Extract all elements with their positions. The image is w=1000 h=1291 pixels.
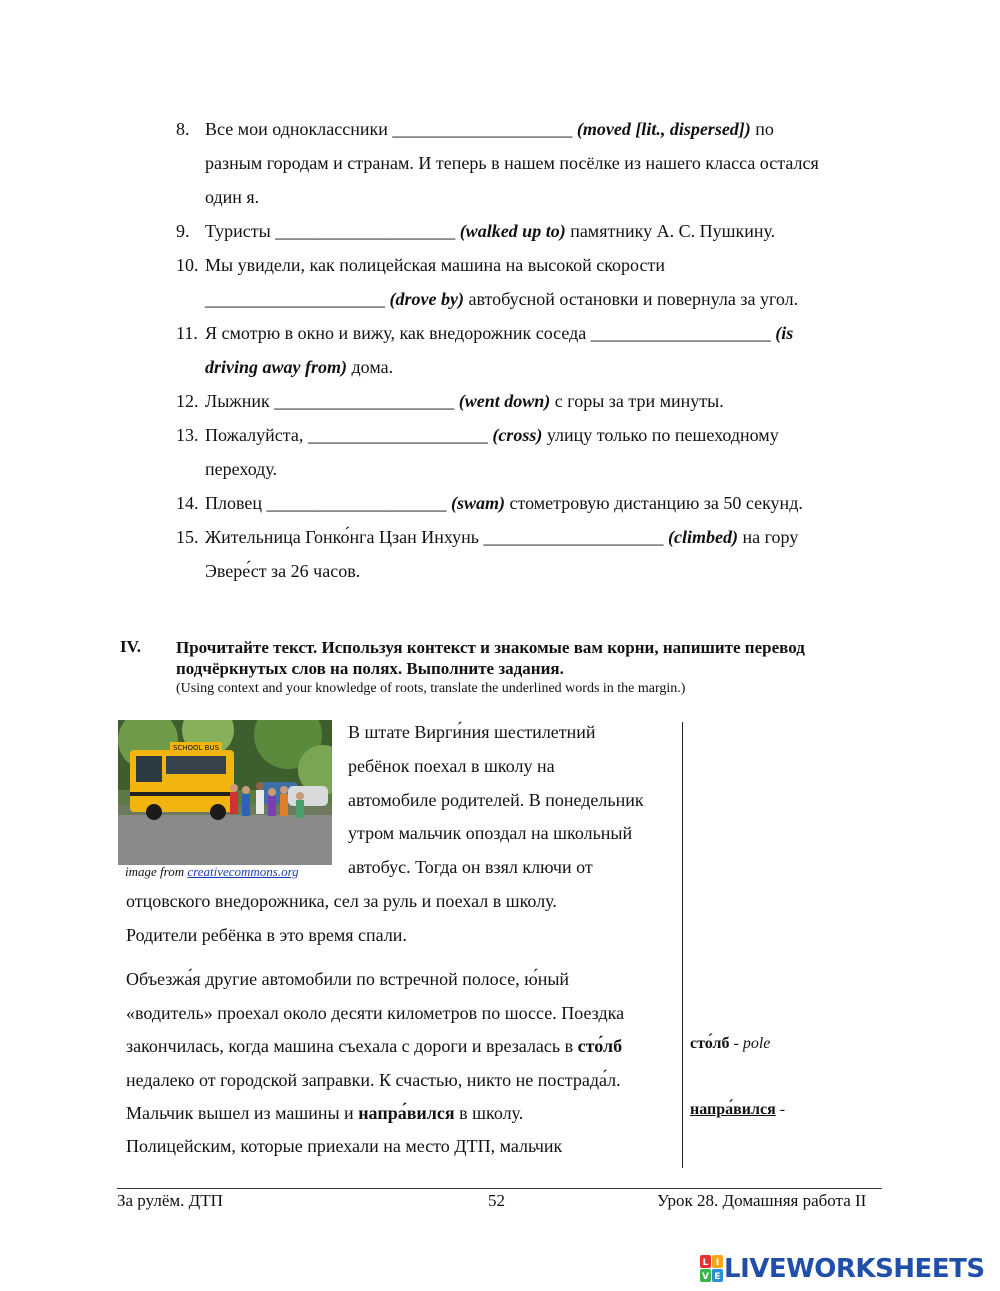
svg-text:E: E — [714, 1272, 721, 1282]
target-word: сто́лб — [577, 1036, 623, 1056]
svg-text:I: I — [715, 1258, 720, 1268]
story-line — [126, 1096, 523, 1130]
exercise-text-after: дома. — [347, 357, 394, 377]
exercise-number: 8. — [176, 119, 190, 139]
exercise-number: 12. — [176, 391, 199, 411]
verb-cue: (swam) — [446, 493, 505, 513]
exercise-13 — [176, 418, 876, 452]
exercise-number: 15. — [176, 527, 199, 547]
exercise-text: Туристы — [205, 221, 276, 241]
exercise-8-cont-1: разным городам и странам. И теперь в нашем посёлке из нашего класса остался — [205, 153, 819, 173]
exercise-10 — [176, 248, 876, 282]
margin-word: напра́вился — [690, 1101, 776, 1118]
margin-note-1 — [690, 1035, 770, 1053]
exercise-8-cont-2: один я. — [205, 187, 260, 207]
margin-divider — [682, 722, 683, 1168]
exercise-text: Лыжник — [205, 391, 275, 411]
margin-note-2 — [690, 1101, 785, 1119]
answer-blank[interactable]: ____________________ — [275, 221, 456, 241]
story-line — [126, 1029, 622, 1063]
bus-sign-text: SCHOOL BUS — [172, 744, 220, 752]
answer-blank[interactable]: ____________________ — [590, 323, 771, 343]
exercise-12 — [176, 384, 876, 418]
margin-word: сто́лб — [690, 1035, 730, 1052]
story-text: Мальчик вышел из машины и — [126, 1103, 359, 1123]
footer-left: За рулём. ДТП — [117, 1191, 223, 1210]
story-line: Объезжа́я другие автомобили по встречной полосе, ю́ный — [126, 969, 570, 989]
exercise-number: 11. — [176, 323, 198, 343]
exercise-text: Жительница Гонко́нга Цзан Инхунь — [205, 527, 484, 547]
margin-definition: - — [775, 1101, 786, 1118]
translation-input[interactable] — [800, 1101, 964, 1123]
verb-cue: (cross) — [487, 425, 543, 445]
exercise-13-cont: переходу. — [205, 459, 278, 479]
story-line: Родители ребёнка в это время спали. — [126, 925, 407, 945]
target-word: напра́вился — [358, 1103, 455, 1123]
caption-prefix: image from — [125, 864, 188, 879]
exercise-15-cont: Эвере́ст за 26 часов. — [205, 561, 361, 581]
verb-cue: (drove by) — [385, 289, 464, 309]
logo-icon — [698, 1254, 724, 1284]
exercise-text-after: автобусной остановки и повернула за угол. — [463, 289, 799, 309]
exercise-text: Мы увидели, как полицейская машина на высокой скорости — [205, 255, 665, 275]
exercise-text-after: стометровую дистанцию за 50 секунд. — [505, 493, 803, 513]
answer-blank[interactable]: ____________________ — [205, 289, 385, 309]
verb-cue: (went down) — [454, 391, 551, 411]
answer-blank[interactable]: ____________________ — [392, 119, 573, 139]
verb-cue-cont: driving away from) — [205, 357, 347, 377]
exercise-text-after: на гору — [738, 527, 799, 547]
section-number: IV. — [120, 637, 141, 656]
answer-blank[interactable]: ____________________ — [266, 493, 447, 513]
answer-blank[interactable]: ____________________ — [307, 425, 488, 445]
section-subtitle: (Using context and your knowledge of roots, translate the underlined words in the margin.) — [176, 681, 686, 696]
verb-cue: (is — [770, 323, 794, 343]
exercise-text-after: памятнику А. С. Пушкину. — [565, 221, 776, 241]
answer-blank[interactable]: ____________________ — [274, 391, 455, 411]
story-line: отцовского внедорожника, сел за руль и поехал в школу. — [126, 891, 557, 911]
page-number: 52 — [488, 1191, 505, 1210]
exercise-10-cont — [205, 282, 798, 316]
footer-right: Урок 28. Домашняя работа II — [657, 1191, 867, 1210]
exercise-number: 9. — [176, 221, 190, 241]
exercise-text: Пловец — [205, 493, 267, 513]
story-text: закончилась, когда машина съехала с дороги и врезалась в — [126, 1036, 578, 1056]
story-line: автомобиле родителей. В понедельник — [348, 790, 644, 810]
image-caption — [125, 864, 299, 880]
exercise-15 — [176, 520, 876, 554]
exercise-text-after: с горы за три минуты. — [550, 391, 724, 411]
exercise-14 — [176, 486, 876, 520]
svg-text:L: L — [702, 1258, 709, 1268]
story-line: недалеко от городской заправки. К счастью, никто не пострада́л. — [126, 1070, 621, 1090]
verb-cue: (climbed) — [663, 527, 738, 547]
svg-text:V: V — [702, 1272, 709, 1282]
exercise-text: Я смотрю в окно и вижу, как внедорожник соседа — [205, 323, 591, 343]
exercise-text-after: по — [750, 119, 774, 139]
section-title: Прочитайте текст. Используя контекст и знакомые вам корни, напишите перевод подчёркнутых слов на полях. Выполните задания. — [176, 638, 805, 678]
school-bus-photo — [118, 720, 332, 865]
exercise-9 — [176, 214, 876, 248]
exercise-11-cont — [205, 350, 393, 384]
exercise-text: Все мои одноклассники — [205, 119, 393, 139]
story-line: Полицейским, которые приехали на место ДТП, мальчик — [126, 1136, 563, 1156]
exercise-text-after: улицу только по пешеходному — [542, 425, 779, 445]
exercise-number: 13. — [176, 425, 199, 445]
margin-definition: - pole — [729, 1035, 771, 1052]
exercise-8 — [176, 112, 876, 146]
brand-name: LIVEWORKSHEETS — [724, 1254, 985, 1284]
story-line: автобус. Тогда он взял ключи от — [348, 857, 593, 877]
footer-rule — [117, 1188, 882, 1189]
liveworksheets-logo — [698, 1254, 985, 1284]
verb-cue: (moved [lit., dispersed]) — [572, 119, 751, 139]
story-line: «водитель» проехал около десяти километров по шоссе. Поездка — [126, 1003, 625, 1023]
story-line: утром мальчик опоздал на школьный — [348, 823, 633, 843]
story-line: В штате Вирги́ния шестилетний — [348, 722, 596, 742]
story-line: ребёнок поехал в школу на — [348, 756, 555, 776]
caption-link[interactable]: creativecommons.org — [187, 864, 299, 879]
story-text: в школу. — [454, 1103, 524, 1123]
verb-cue: (walked up to) — [455, 221, 566, 241]
exercise-text: Пожалуйста, — [205, 425, 308, 445]
exercise-number: 10. — [176, 255, 199, 275]
answer-blank[interactable]: ____________________ — [483, 527, 664, 547]
exercise-number: 14. — [176, 493, 199, 513]
exercise-11 — [176, 316, 876, 350]
